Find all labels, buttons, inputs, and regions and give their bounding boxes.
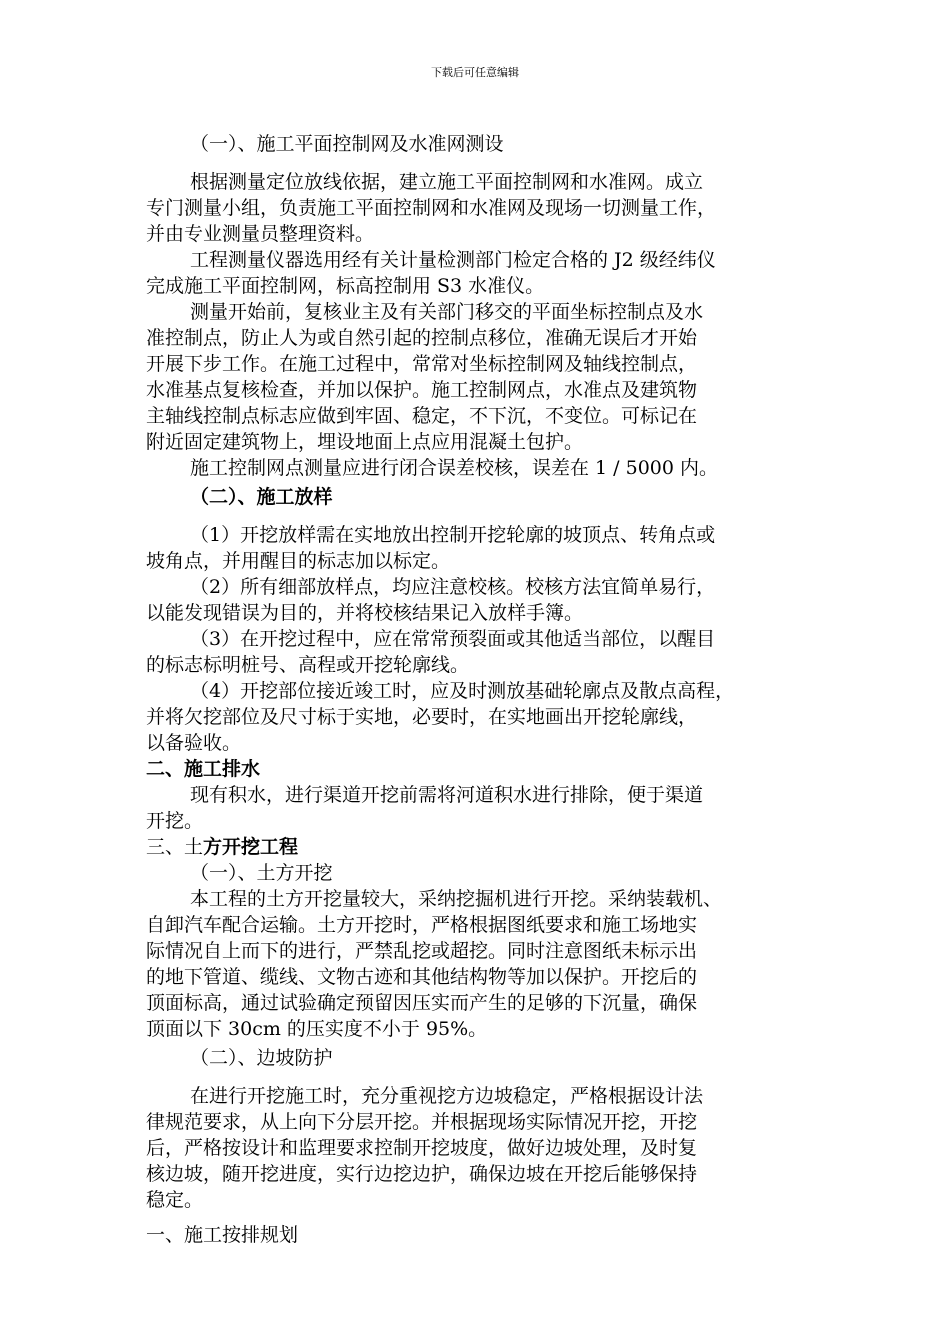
text-line: 律规范要求，从上向下分层开挖。并根据现场实际情况开挖，开挖	[146, 1111, 698, 1133]
text-line: 的标志标明桩号、高程或开挖轮廓线。	[146, 654, 470, 676]
text-line: 以能发现错误为目的，并将校核结果记入放样手簿。	[146, 602, 584, 624]
text-line: 水准基点复核检查，并加以保护。施工控制网点，水准点及建筑物	[146, 379, 698, 401]
text-line: 顶面以下 30cm 的压实度不小于 95%。	[146, 1018, 488, 1040]
text-line: 开展下步工作。在施工过程中，常常对坐标控制网及轴线控制点，	[146, 353, 698, 375]
text-line: 附近固定建筑物上，埋设地面上点应用混凝土包护。	[146, 431, 584, 453]
text-line: 在进行开挖施工时，充分重视挖方边坡稳定，严格根据设计法	[190, 1085, 704, 1107]
text-line: 顶面标高，通过试验确定预留因压实而产生的足够的下沉量，确保	[146, 992, 698, 1014]
section-heading: （二）、施工放样	[190, 486, 333, 508]
text-line: （二）、边坡防护	[190, 1047, 333, 1069]
text-line: 主轴线控制点标志应做到牢固、稳定，不下沉，不变位。可标记在	[146, 405, 698, 427]
text-line: 完成施工平面控制网，标高控制用 S3 水准仪。	[146, 275, 545, 297]
text-line: 坡角点，并用醒目的标志加以标定。	[146, 550, 451, 572]
subsection-heading: （一）、施工平面控制网及水准网测设	[190, 133, 504, 155]
text-line: 自卸汽车配合运输。土方开挖时，严格根据图纸要求和施工场地实	[146, 914, 698, 936]
text-line: 的地下管道、缆线、文物古迹和其他结构物等加以保护。开挖后的	[146, 966, 698, 988]
text-line: （一）、土方开挖	[190, 862, 333, 884]
heading-prefix: 三、土	[146, 836, 204, 858]
heading-bold-part: 方开挖工程	[203, 836, 299, 858]
text-line: 测量开始前，复核业主及有关部门移交的平面坐标控制点及水	[190, 301, 704, 323]
text-line: 根据测量定位放线依据，建立施工平面控制网和水准网。成立	[190, 171, 704, 193]
text-line: 际情况自上而下的进行，严禁乱挖或超挖。同时注意图纸未标示出	[146, 940, 698, 962]
text-line: 并将欠挖部位及尺寸标于实地，必要时，在实地画出开挖轮廓线，	[146, 706, 698, 728]
text-line: 后，严格按设计和监理要求控制开挖坡度，做好边坡处理，及时复	[146, 1137, 698, 1159]
text-line: （2）所有细部放样点，均应注意校核。校核方法宜简单易行，	[190, 576, 716, 598]
text-line: 本工程的土方开挖量较大，采纳挖掘机进行开挖。采纳装载机、	[190, 888, 723, 910]
text-line: 以备验收。	[146, 732, 242, 754]
page-header: 下载后可任意编辑	[431, 66, 519, 79]
text-line: （3）在开挖过程中，应在常常预裂面或其他适当部位，以醒目	[190, 628, 716, 650]
text-line: 一、施工按排规划	[146, 1224, 299, 1246]
text-line: 工程测量仪器选用经有关计量检测部门检定合格的 J2 级经纬仪	[190, 249, 716, 271]
text-line: 稳定。	[146, 1189, 204, 1211]
text-line: 核边坡，随开挖进度，实行边挖边护，确保边坡在开挖后能够保持	[146, 1163, 698, 1185]
text-line: 并由专业测量员整理资料。	[146, 223, 375, 245]
section-heading: 二、施工排水	[146, 758, 261, 780]
text-line: （1）开挖放样需在实地放出控制开挖轮廓的坡顶点、转角点或	[190, 524, 716, 546]
text-line: （4）开挖部位接近竣工时，应及时测放基础轮廓点及散点高程，	[190, 680, 735, 702]
text-line: 现有积水，进行渠道开挖前需将河道积水进行排除，便于渠道	[190, 784, 704, 806]
text-line: 准控制点，防止人为或自然引起的控制点移位，准确无误后才开始	[146, 327, 698, 349]
text-line: 开挖。	[146, 810, 204, 832]
text-line: 专门测量小组，负责施工平面控制网和水准网及现场一切测量工作，	[146, 197, 717, 219]
text-line: 施工控制网点测量应进行闭合误差校核，误差在 1 / 5000 内。	[190, 457, 719, 479]
section-heading	[146, 834, 298, 860]
